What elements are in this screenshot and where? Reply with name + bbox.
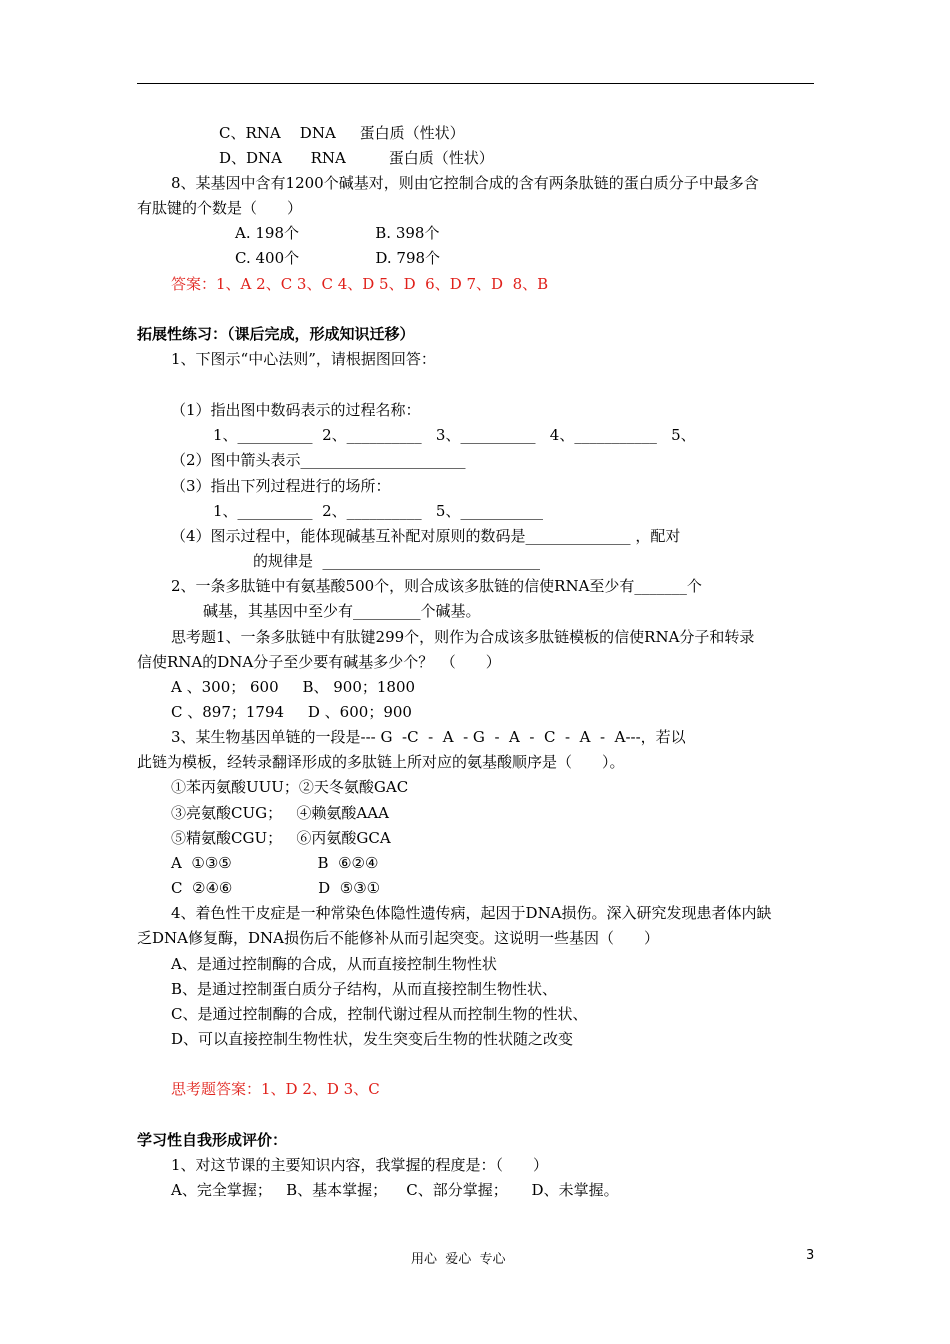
e1-part2: （2）图中箭头表示______________________ xyxy=(171,451,466,469)
e4-option-c: C、是通过控制酶的合成，控制代谢过程从而控制生物的性状、 xyxy=(171,1005,588,1023)
section-self-eval: 学习性自我形成评价： xyxy=(137,1131,288,1149)
e1-part1-blanks: 1、__________ 2、__________ 3、__________ 4、___________ 5、 xyxy=(213,426,696,444)
s1-options: A、完全掌握； B、基本掌握； C、部分掌握； D、未掌握。 xyxy=(171,1181,619,1199)
e3-stem: 3、某生物基因单链的一段是--- G -C - A - G - A - C - A - A---，若以 xyxy=(171,728,686,746)
q8-stem-1: 8、某基因中含有1200个碱基对，则由它控制合成的含有两条肽链的蛋白质分子中最多含 xyxy=(171,174,759,192)
answers-1: 答案：1、A 2、C 3、C 4、D 5、D 6、D 7、D 8、B xyxy=(171,275,549,293)
header-rule xyxy=(137,83,814,84)
section-extension: 拓展性练习：（课后完成，形成知识迁移） xyxy=(137,325,415,343)
e3-aa-2: ③亮氨酸CUG； ④赖氨酸AAA xyxy=(171,804,389,822)
e3-aa-1: ①苯丙氨酸UUU；②天冬氨酸GAC xyxy=(171,778,409,796)
page-number: 3 xyxy=(806,1248,815,1263)
e1-part3-blanks: 1、__________ 2、__________ 5、___________ xyxy=(213,502,543,520)
e4-stem: 4、着色性干皮症是一种常染色体隐性遗传病，起因于DNA损伤。深入研究发现患者体内缺 xyxy=(171,904,772,922)
e4-option-d: D、可以直接控制生物性状，发生突变后生物的性状随之改变 xyxy=(171,1030,574,1048)
e2-stem: 2、一条多肽链中有氨基酸500个，则合成该多肽链的信使RNA至少有_______个 xyxy=(171,577,702,595)
q7-option-c: C、RNA DNA 蛋白质（性状） xyxy=(219,124,465,142)
footer-slogan: 用心 爱心 专心 xyxy=(411,1252,506,1267)
s1-stem: 1、对这节课的主要知识内容，我掌握的程度是：（ ） xyxy=(171,1156,549,1174)
e4-option-a: A、是通过控制酶的合成，从而直接控制生物性状 xyxy=(171,955,497,973)
e3-aa-3: ⑤精氨酸CGU； ⑥丙氨酸GCA xyxy=(171,829,391,847)
e1-part3: （3）指出下列过程进行的场所： xyxy=(171,477,391,495)
q8-stem-2: 有肽键的个数是（ ） xyxy=(137,199,303,217)
q8-options-ab: A. 198个 B. 398个 xyxy=(235,224,440,242)
e1-part1: （1）指出图中数码表示的过程名称： xyxy=(171,401,421,419)
e4-option-b: B、是通过控制蛋白质分子结构，从而直接控制生物性状、 xyxy=(171,980,558,998)
e3-stem-b: 此链为模板，经转录翻译形成的多肽链上所对应的氨基酸顺序是（ ）。 xyxy=(137,753,625,771)
e1-part4-b: 的规律是 _____________________________ xyxy=(253,552,541,570)
e1-part4: （4）图示过程中，能体现碱基互补配对原则的数码是______________ ，配对 xyxy=(171,527,681,545)
q8-options-cd: C. 400个 D. 798个 xyxy=(235,249,441,267)
e3-options-cd: C ②④⑥ D ⑤③① xyxy=(171,879,381,897)
e3-options-ab: A ①③⑤ B ⑥②④ xyxy=(171,854,379,872)
q7-option-d: D、DNA RNA 蛋白质（性状） xyxy=(219,149,494,167)
e4-stem-b: 乏DNA修复酶，DNA损伤后不能修补从而引起突变。这说明一些基因（ ） xyxy=(137,929,659,947)
e2-stem-b: 碱基，其基因中至少有_________个碱基。 xyxy=(203,602,481,620)
think1-options-ab: A 、300； 600 B、 900；1800 xyxy=(171,678,416,696)
e1-stem: 1、下图示“中心法则”，请根据图回答： xyxy=(171,350,436,368)
think1-stem: 思考题1、一条多肽链中有肽键299个，则作为合成该多肽链模板的信使RNA分子和转录 xyxy=(171,628,755,646)
answers-think: 思考题答案：1、D 2、D 3、C xyxy=(171,1080,380,1098)
think1-options-cd: C 、897；1794 D 、600；900 xyxy=(171,703,412,721)
think1-stem-b: 信使RNA的DNA分子至少要有碱基多少个？ （ ） xyxy=(137,653,501,671)
